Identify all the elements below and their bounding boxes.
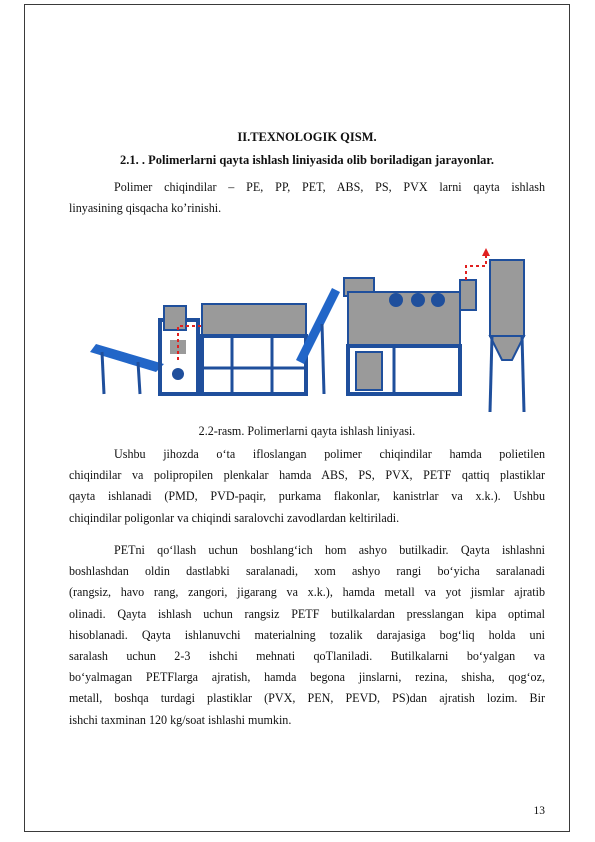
paragraph-line: bo‘yalmagan PETFlarga ajratish, hamda begona jinslarni, rezina, shisha, qog‘oz, <box>69 670 545 685</box>
paragraph-line: saralash uchun 2-3 ishchi mehnati qoTlaniladi. Butilkalarni bo‘yalgan va <box>69 648 545 663</box>
paragraph-line: (rangsiz, havo rang, zangori, jigarang va x.k.), hamda metall va yot jismlar ajratib <box>69 585 545 600</box>
paragraph-pet <box>69 540 545 731</box>
paragraph-line: boshlashdan oldin dastlabki saralanadi, xom ashyo rangi bo‘yicha saralanadi <box>69 564 545 579</box>
feed-conveyor <box>90 344 164 394</box>
figure-caption: 2.2-rasm. Polimerlarni qayta ishlash liniyasi. <box>198 424 416 438</box>
paragraph-line: metall, boshqa turdagi plastiklar (PVX, PEN, PEVD, PS)dan ajratish lozim. Bir <box>69 691 545 706</box>
paragraph-line: chiqindilar poligonlar va chiqindi saralovchi zavodlardan keltiriladi. <box>69 510 400 525</box>
paragraph-line: olinadi. Qayta ishlash uchun rangsiz PETF butilkalardan presslangan kipa optimal <box>69 606 545 621</box>
subsection-title: 2.1. . Polimerlarni qayta ishlash liniyasida olib boriladigan jarayonlar. <box>120 153 494 167</box>
shredder-unit <box>160 306 198 394</box>
paragraph-line: hisoblanadi. Qayta ishlanuvchi materialning tozalik darajasiga bog‘liq holda uni <box>69 627 545 642</box>
dryer-extruder <box>344 278 476 394</box>
paragraph-line: linyasining qisqacha ko’rinishi. <box>69 201 222 216</box>
washing-tank <box>202 304 306 394</box>
paragraph-line: Ushbu jihozda o‘ta ifloslangan polimer chiqindilar hamda polietilen <box>114 447 545 461</box>
paragraph-line: ishchi taxminan 120 kg/soat ishlashi mumkin. <box>69 712 292 727</box>
paragraph-line: chiqindilar va polipropilen plenkalar hamda ABS, PS, PVX, PETF qattiq plastiklar <box>69 468 545 483</box>
storage-silo <box>490 260 524 412</box>
paragraph-line: qayta ishlanadi (PMD, PVD-paqir, purkama flakonlar, kanistrlar va x.k.). Ushbu <box>69 489 545 504</box>
paragraph-equipment <box>69 444 545 529</box>
page-number: 13 <box>533 805 545 817</box>
paragraph-line: PETni qo‘llash uchun boshlang‘ich hom ashyo butilkadir. Qayta ishlashni <box>114 543 545 557</box>
paragraph-intro <box>69 177 545 219</box>
processing-line-figure <box>86 248 532 412</box>
flow-arrow <box>466 254 486 280</box>
section-title: II.TEXNOLOGIK QISM. <box>237 130 377 144</box>
flow-arrowhead <box>482 248 490 256</box>
paragraph-line: Polimer chiqindilar – PE, PP, PET, ABS, PS, PVX larni qayta ishlash <box>114 180 545 194</box>
